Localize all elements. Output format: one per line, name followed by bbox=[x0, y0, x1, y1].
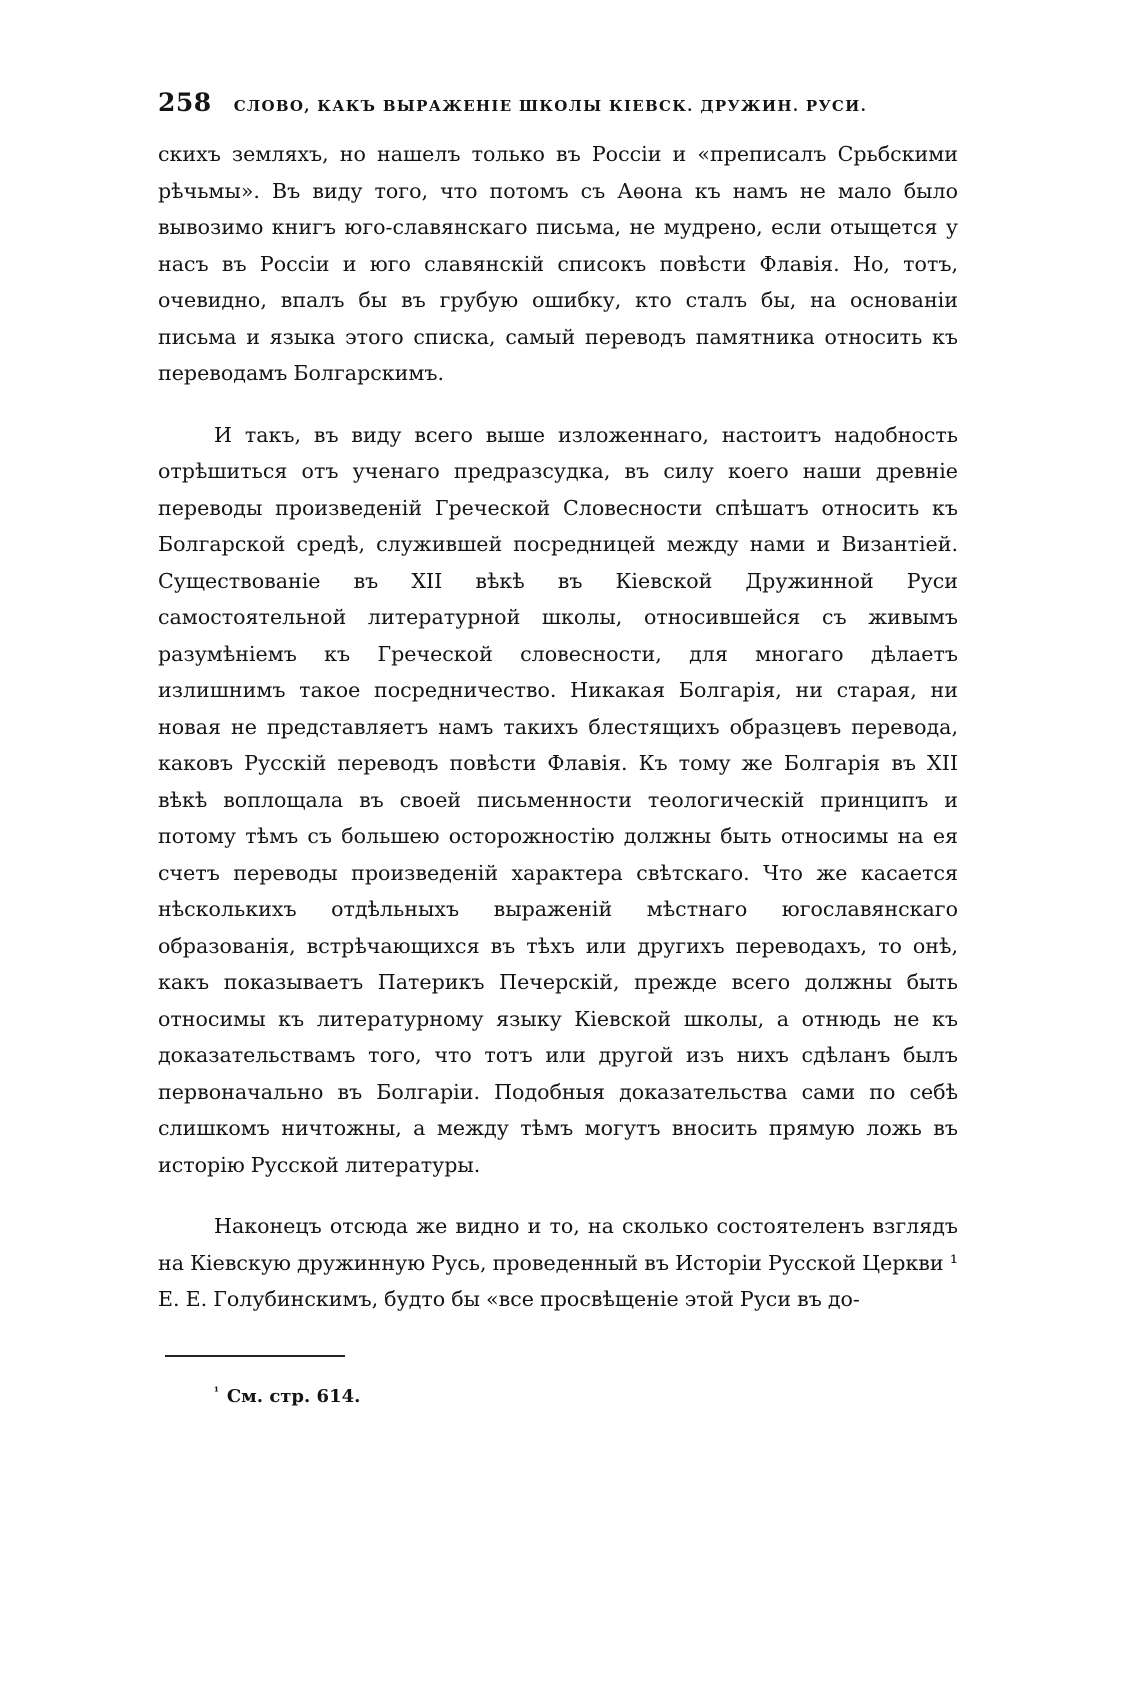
paragraph-2: И такъ, въ виду всего выше изложеннаго, настоитъ надобность отрѣшиться отъ ученаго предразсудка, въ силу коего наши древніе переводы произведеній Греческой Словесности спѣшатъ относить къ Болгарской средѣ, служившей посредницей между нами и Византіей. Существованіе въ XII вѣкѣ въ Кіевской Дружинной Руси самостоятельной литературной школы, относившейся съ живымъ разумѣніемъ къ Греческой словесности, для многаго дѣлаетъ излишнимъ такое посредничество. Никакая Болгарія, ни старая, ни новая не представляетъ намъ такихъ блестящихъ образцевъ перевода, каковъ Русскій переводъ повѣсти Флавія. Къ тому же Болгарія въ XII вѣкѣ воплощала въ своей письменности теологическій принципъ и потому тѣмъ съ большею осторожностію должны быть относимы на ея счетъ переводы произведеній характера свѣтскаго. Что же касается нѣсколькихъ отдѣльныхъ выраженій мѣстнаго югославянскаго образованія, встрѣчающихся въ тѣхъ или другихъ переводахъ, то онѣ, какъ показываетъ Патерикъ Печерскій, прежде всего должны быть относимы къ литературному языку Кіевской школы, а отнюдь не къ доказательствамъ того, что тотъ или другой изъ нихъ сдѣланъ былъ первоначально въ Болгаріи. Подобныя доказательства сами по себѣ слишкомъ ничтожны, а между тѣмъ могутъ вносить прямую ложь въ исторію Русской литературы. bbox=[158, 422, 958, 1177]
footnote bbox=[214, 1385, 360, 1407]
footnote-divider bbox=[165, 1355, 345, 1357]
page-header bbox=[158, 88, 958, 124]
body-text bbox=[158, 136, 958, 1318]
footnote-text: См. стр. 614. bbox=[226, 1386, 361, 1407]
footnote-marker: ¹ bbox=[214, 1385, 219, 1398]
running-title: СЛОВО, КАКЪ ВЫРАЖЕНІЕ ШКОЛЫ КІЕВСК. ДРУЖИН. РУСИ. bbox=[233, 97, 868, 115]
paragraph-1: скихъ земляхъ, но нашелъ только въ Россіи и «преписалъ Срьбскими рѣчьмы». Въ виду того, что потомъ съ Аѳона къ намъ не мало было вывозимо книгъ юго-славянскаго письма, не мудрено, если отыщется у насъ въ Россіи и юго славянскій списокъ повѣсти Флавія. Но, тотъ, очевидно, впалъ бы въ грубую ошибку, кто сталъ бы, на основаніи письма и языка этого списка, самый переводъ памятника относить къ переводамъ Болгарскимъ. bbox=[158, 142, 958, 385]
page-number: 258 bbox=[158, 88, 212, 117]
paragraph-3: Наконецъ отсюда же видно и то, на сколько состоятеленъ взглядъ на Кіевскую дружинную Русь, проведенный въ Исторіи Русской Церкви ¹ Е. Е. Голубинскимъ, будто бы «все просвѣщеніе этой Руси въ до- bbox=[158, 1214, 958, 1311]
